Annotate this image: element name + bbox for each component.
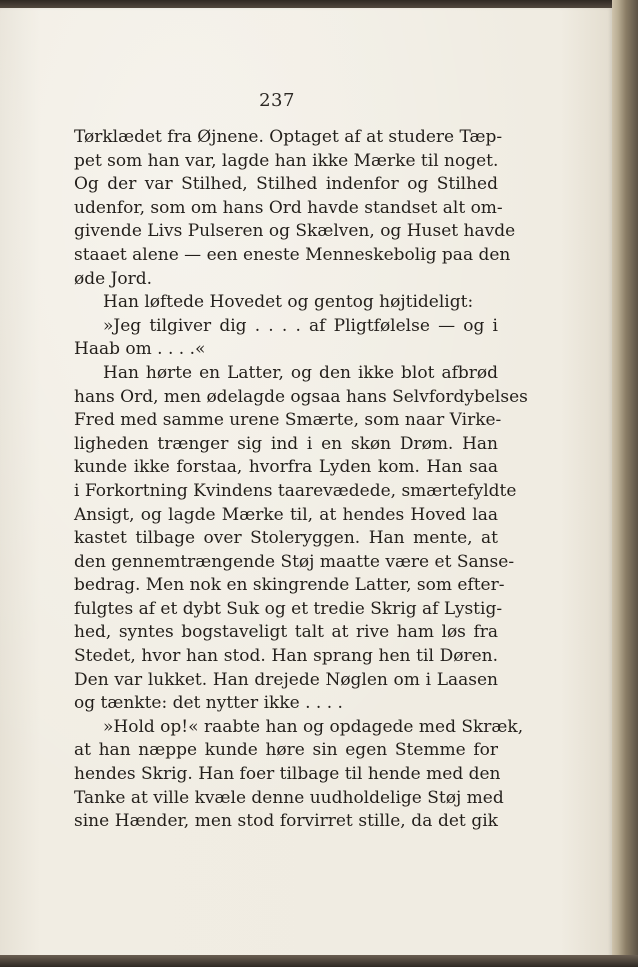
- text-line: »Hold op!« raabte han og opdagede med Skræk,: [103, 716, 524, 737]
- text-line: givende Livs Pulseren og Skælven, og Huset havde: [74, 221, 516, 242]
- text-line: »Jeg tilgiver dig . . . . af Pligtfølelse — og i: [103, 315, 498, 336]
- text-line: fulgtes af et dybt Suk og et tredie Skrig af Lystig-: [74, 598, 503, 619]
- text-line: at han næppe kunde høre sin egen Stemme for: [74, 740, 498, 761]
- text-line: hans Ord, men ødelagde ogsaa hans Selvfordybelses: [74, 386, 528, 407]
- text-line: hed, syntes bogstaveligt talt at rive ham løs fra: [74, 622, 498, 643]
- text-line: Og der var Stilhed, Stilhed indenfor og Stilhed: [74, 174, 498, 195]
- text-line: øde Jord.: [74, 268, 153, 289]
- text-line: Stedet, hvor han stod. Han sprang hen til Døren.: [74, 646, 498, 667]
- text-line: Ansigt, og lagde Mærke til, at hendes Hoved laa: [74, 504, 498, 525]
- body-text: [74, 126, 528, 834]
- book-page: [0, 8, 612, 958]
- text-line: pet som han var, lagde han ikke Mærke til noget.: [74, 150, 499, 171]
- text-line: den gennemtrængende Støj maatte være et Sanse-: [74, 551, 515, 572]
- text-line: hendes Skrig. Han foer tilbage til hende med den: [74, 764, 501, 785]
- text-line: Tanke at ville kvæle denne uudholdelige Støj med: [74, 787, 504, 808]
- text-line: Haab om . . . .«: [74, 339, 206, 360]
- text-line: bedrag. Men nok en skingrende Latter, som efter-: [74, 575, 505, 596]
- text-line: Tørklædet fra Øjnene. Optaget af at studere Tæp-: [74, 127, 503, 147]
- text-line: staaet alene — een eneste Menneskebolig paa den: [74, 244, 511, 265]
- book-spine: [612, 0, 638, 967]
- text-line: Han hørte en Latter, og den ikke blot afbrød: [103, 362, 498, 383]
- text-line: Den var lukket. Han drejede Nøglen om i Laasen: [74, 669, 498, 690]
- text-line: Fred med samme urene Smærte, som naar Virke-: [74, 410, 502, 431]
- text-line: og tænkte: det nytter ikke . . . .: [74, 693, 343, 714]
- text-line: sine Hænder, men stod forvirret stille, da det gik: [74, 811, 498, 832]
- text-line: Han løftede Hovedet og gentog højtideligt:: [103, 292, 474, 313]
- text-line: udenfor, som om hans Ord havde standset alt om-: [74, 197, 503, 218]
- text-line: i Forkortning Kvindens taarevædede, smærtefyldte: [74, 480, 517, 501]
- text-line: kastet tilbage over Stoleryggen. Han mente, at: [74, 528, 498, 549]
- page-number: 237: [259, 90, 295, 111]
- scan-background-bottom: [0, 955, 638, 967]
- text-line: ligheden trænger sig ind i en skøn Drøm. Han: [74, 433, 498, 454]
- text-line: kunde ikke forstaa, hvorfra Lyden kom. Han saa: [74, 457, 498, 478]
